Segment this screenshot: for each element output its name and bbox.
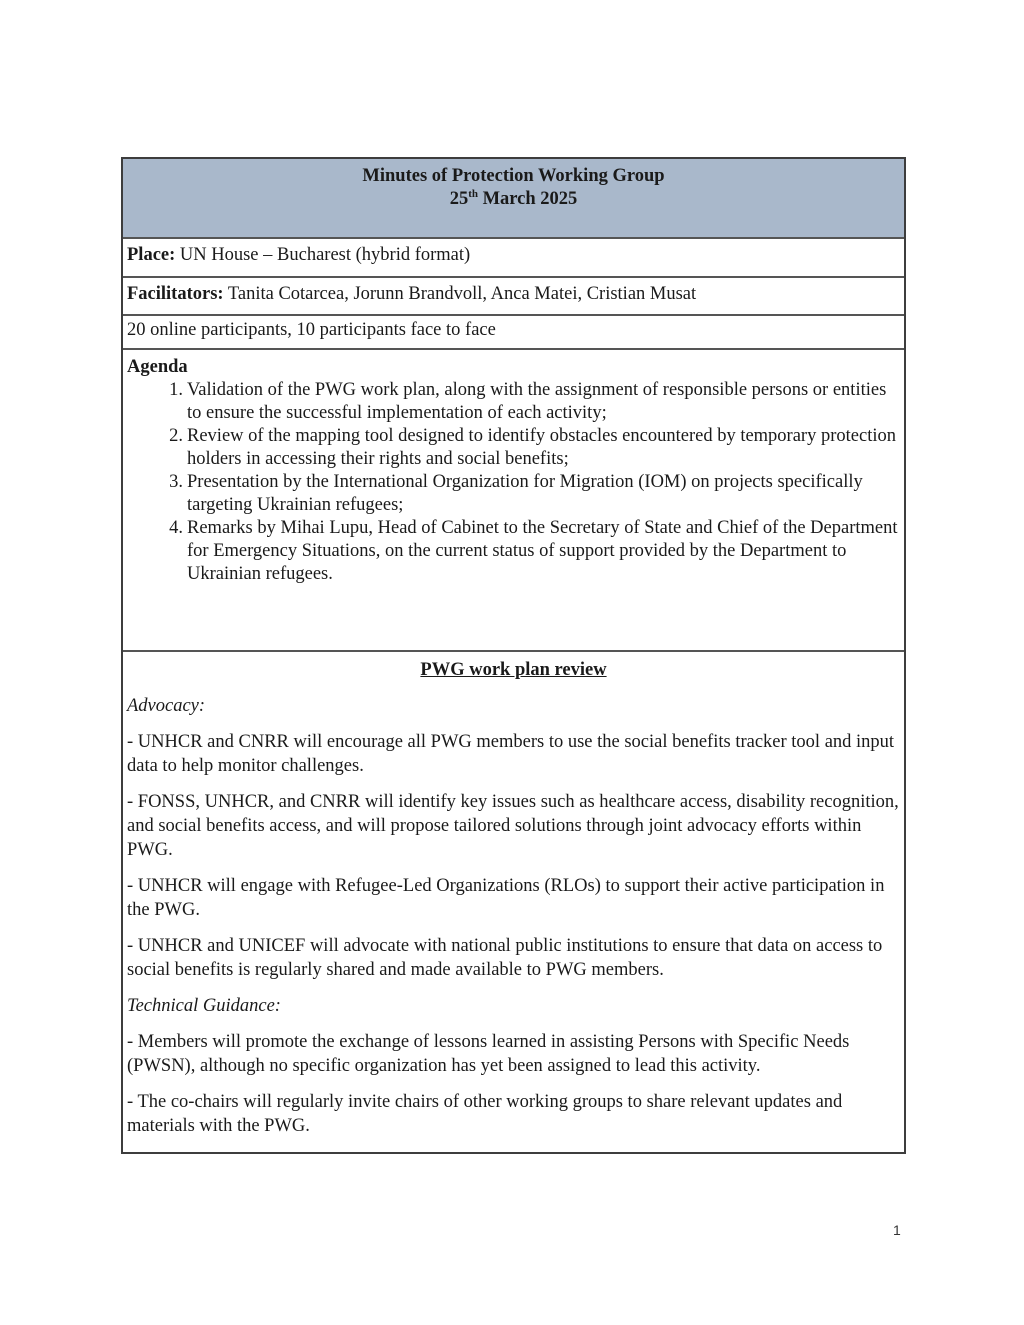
advocacy-item: - UNHCR will engage with Refugee-Led Organizations (RLOs) to support their active participation in the PWG. <box>127 876 885 920</box>
technical-item: - Members will promote the exchange of lessons learned in assisting Persons with Specific Needs (PWSN), although no specific organization has yet been assigned to lead this activity. <box>127 1032 850 1076</box>
place-row <box>123 239 904 278</box>
date-suffix: th <box>468 187 478 200</box>
review-title: PWG work plan review <box>420 660 607 680</box>
date-rest: March 2025 <box>477 189 578 209</box>
facilitators-row <box>123 278 904 316</box>
agenda-item-number: 2. <box>169 426 183 446</box>
agenda-item-text: Remarks by Mihai Lupu, Head of Cabinet to the Secretary of State and Chief of the Department for Emergency Situations, on the current status of support provided by the Department to Ukrainian refugees. <box>187 518 898 584</box>
participants-row <box>123 316 904 350</box>
facilitators-label: Facilitators: <box>127 284 224 304</box>
advocacy-item: - FONSS, UNHCR, and CNRR will identify key issues such as healthcare access, disability recognition, and social benefits access, and will propose tailored solutions through joint advocacy efforts within PWG. <box>127 792 899 860</box>
agenda-item <box>127 517 900 586</box>
agenda-item-text: Validation of the PWG work plan, along with the assignment of responsible persons or entities to ensure the successful implementation of each activity; <box>187 380 887 423</box>
agenda-item-number: 3. <box>169 472 183 492</box>
work-plan-review-section <box>123 652 904 1152</box>
place-label: Place: <box>127 245 176 265</box>
agenda-item-text: Review of the mapping tool designed to identify obstacles encountered by temporary protection holders in accessing their rights and social benefits; <box>187 426 896 469</box>
agenda-item <box>127 425 900 471</box>
technical-item: - The co-chairs will regularly invite chairs of other working groups to share relevant updates and materials with the PWG. <box>127 1092 843 1136</box>
page-number: 1 <box>893 1222 901 1238</box>
agenda-section <box>123 350 904 652</box>
advocacy-item: - UNHCR and UNICEF will advocate with national public institutions to ensure that data on access to social benefits is regularly shared and made available to PWG members. <box>127 936 883 980</box>
agenda-item <box>127 379 900 425</box>
facilitators-value: Tanita Cotarcea, Jorunn Brandvoll, Anca Matei, Cristian Musat <box>223 284 697 304</box>
agenda-item <box>127 471 900 517</box>
agenda-item-number: 1. <box>169 380 183 400</box>
meeting-date <box>123 188 904 211</box>
technical-guidance-heading: Technical Guidance: <box>127 996 281 1016</box>
agenda-item-number: 4. <box>169 518 183 538</box>
participants-text: 20 online participants, 10 participants face to face <box>127 320 496 340</box>
place-value: UN House – Bucharest (hybrid format) <box>175 245 471 265</box>
agenda-list <box>127 379 900 586</box>
agenda-title: Agenda <box>127 357 188 377</box>
minutes-header <box>123 159 904 239</box>
date-day: 25 <box>449 189 469 209</box>
minutes-table <box>121 157 906 1154</box>
agenda-item-text: Presentation by the International Organization for Migration (IOM) on projects specifically targeting Ukrainian refugees; <box>187 472 863 515</box>
advocacy-item: - UNHCR and CNRR will encourage all PWG members to use the social benefits tracker tool and input data to help monitor challenges. <box>127 732 895 776</box>
document-title: Minutes of Protection Working Group <box>362 166 665 186</box>
advocacy-heading: Advocacy: <box>127 696 206 716</box>
